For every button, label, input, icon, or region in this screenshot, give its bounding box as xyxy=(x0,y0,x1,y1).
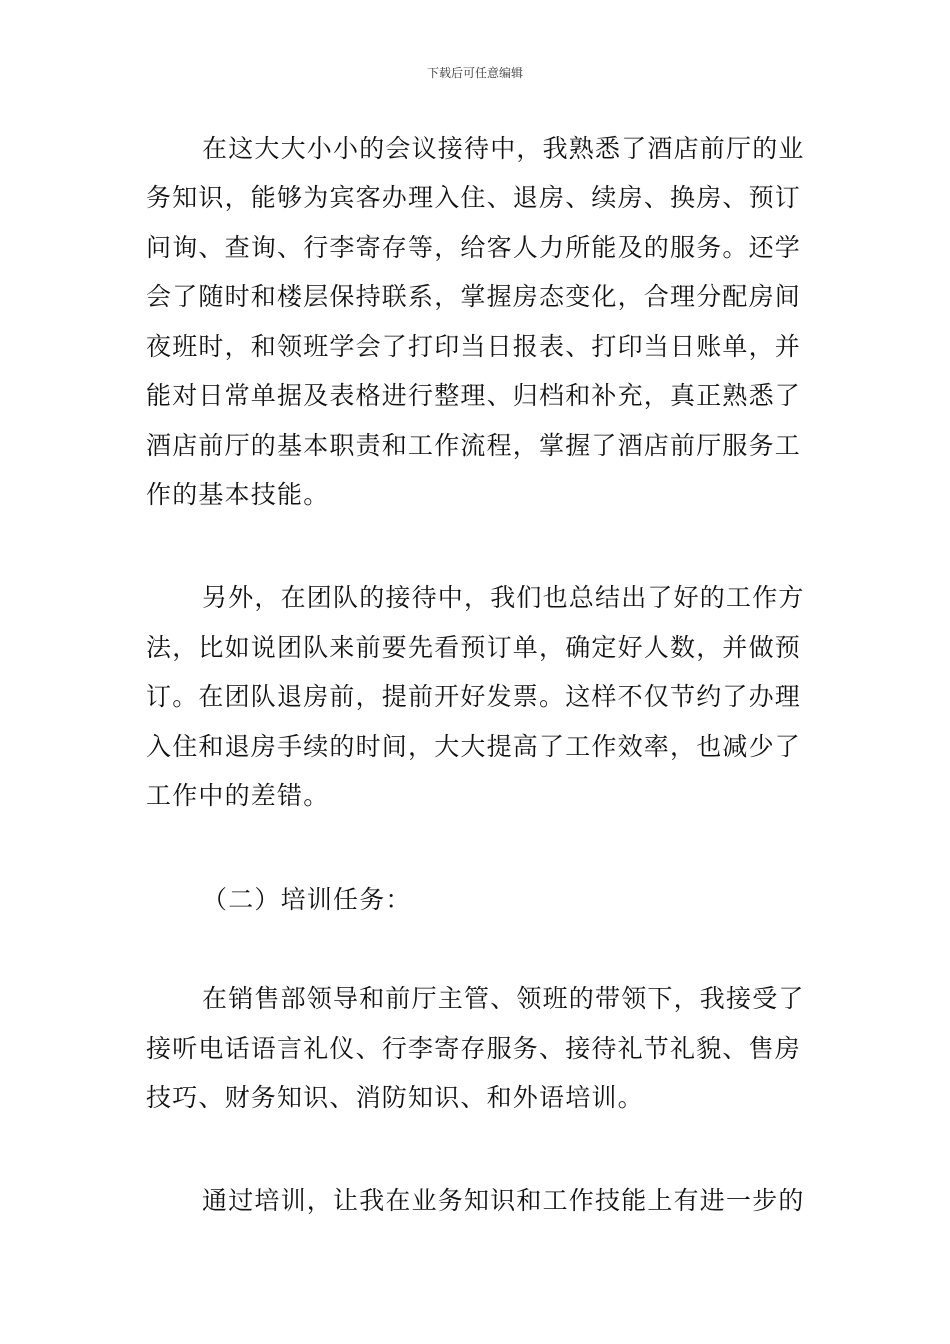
paragraph-line: 在销售部领导和前厅主管、领班的带领下，我接受了 xyxy=(202,984,805,1013)
paragraph-line: 法，比如说团队来前要先看预订单，确定好人数，并做预 xyxy=(146,633,802,662)
paragraph-line: 能对日常单据及表格进行整理、归档和补充，真正熟悉了 xyxy=(146,381,802,410)
paragraph-line: 入住和退房手续的时间，大大提高了工作效率，也减少了 xyxy=(146,732,802,761)
paragraph-line: 会了随时和楼层保持联系，掌握房态变化，合理分配房间 xyxy=(146,282,802,311)
paragraph-line: 另外，在团队的接待中，我们也总结出了好的工作方 xyxy=(202,583,805,612)
paragraph-line: 在这大大小小的会议接待中，我熟悉了酒店前厅的业 xyxy=(202,134,805,163)
paragraph-line: 通过培训，让我在业务知识和工作技能上有进一步的 xyxy=(202,1186,805,1215)
paragraph-line: 酒店前厅的基本职责和工作流程，掌握了酒店前厅服务工 xyxy=(146,431,802,460)
paragraph-line: 接听电话语言礼仪、行李寄存服务、接待礼节礼貌、售房 xyxy=(146,1034,802,1063)
paragraph-line: 务知识，能够为宾客办理入住、退房、续房、换房、预订 xyxy=(146,183,802,212)
paragraph-line: 工作中的差错。 xyxy=(146,781,330,810)
paragraph-line: 作的基本技能。 xyxy=(146,480,330,509)
section-heading-text: （二）培训任务： xyxy=(202,885,412,914)
paragraph-line: 夜班时，和领班学会了打印当日报表、打印当日账单，并 xyxy=(146,332,802,361)
page-header: 下载后可任意编辑 xyxy=(426,66,523,80)
paragraph-line: 订。在团队退房前，提前开好发票。这样不仅节约了办理 xyxy=(146,682,802,711)
paragraph-line: 技巧、财务知识、消防知识、和外语培训。 xyxy=(146,1083,644,1112)
paragraph-line: 问询、查询、行李寄存等，给客人力所能及的服务。还学 xyxy=(146,233,802,262)
